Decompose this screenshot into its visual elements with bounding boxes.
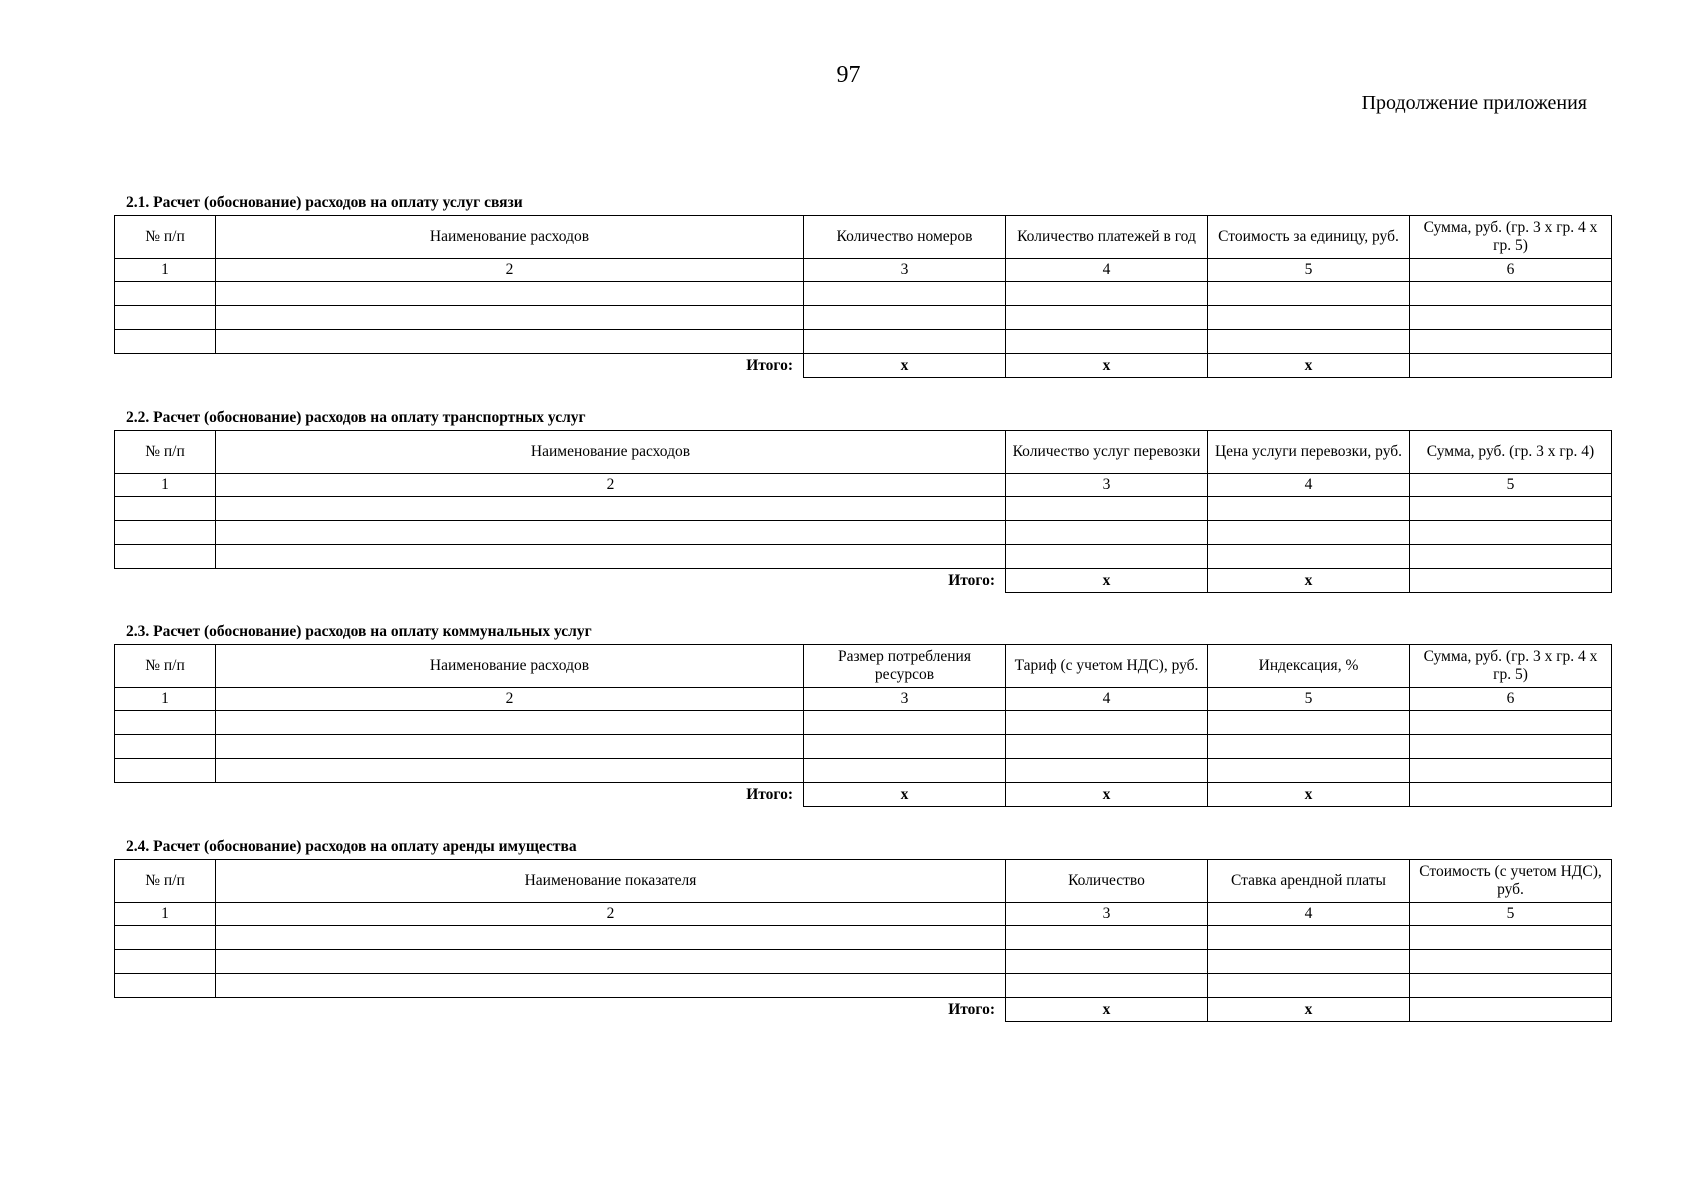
header-cell: Размер потребления ресурсов bbox=[804, 645, 1006, 688]
table-cell[interactable] bbox=[1410, 306, 1612, 330]
header-cell: Количество услуг перевозки bbox=[1006, 431, 1208, 474]
table-cell[interactable] bbox=[1208, 282, 1410, 306]
table-cell[interactable] bbox=[1410, 330, 1612, 354]
x-mark: х bbox=[1208, 569, 1410, 593]
column-number: 5 bbox=[1410, 474, 1612, 497]
column-number-row bbox=[115, 474, 1612, 497]
table-cell[interactable] bbox=[115, 735, 216, 759]
table-row bbox=[115, 497, 1612, 521]
section-title: 2.4. Расчет (обоснование) расходов на оплату аренды имущества bbox=[126, 838, 577, 855]
header-cell: Стоимость за единицу, руб. bbox=[1208, 216, 1410, 259]
header-cell: Наименование расходов bbox=[216, 216, 804, 259]
total-label: Итого: bbox=[115, 569, 1006, 593]
header-cell: Ставка арендной платы bbox=[1208, 860, 1410, 903]
table-row bbox=[115, 545, 1612, 569]
table-cell[interactable] bbox=[216, 497, 1006, 521]
x-mark: х bbox=[1208, 354, 1410, 378]
table-cell[interactable] bbox=[1006, 497, 1208, 521]
table-row bbox=[115, 974, 1612, 998]
total-sum-cell[interactable] bbox=[1410, 354, 1612, 378]
table-row bbox=[115, 306, 1612, 330]
table-cell[interactable] bbox=[216, 926, 1006, 950]
table-cell[interactable] bbox=[115, 330, 216, 354]
table-cell[interactable] bbox=[1006, 735, 1208, 759]
header-cell: Количество bbox=[1006, 860, 1208, 903]
table-row bbox=[115, 330, 1612, 354]
table-row bbox=[115, 282, 1612, 306]
header-cell: Индексация, % bbox=[1208, 645, 1410, 688]
table-cell[interactable] bbox=[115, 759, 216, 783]
header-cell: Наименование расходов bbox=[216, 431, 1006, 474]
table-cell[interactable] bbox=[216, 735, 804, 759]
table-cell[interactable] bbox=[1410, 950, 1612, 974]
total-sum-cell[interactable] bbox=[1410, 569, 1612, 593]
table-cell[interactable] bbox=[1006, 711, 1208, 735]
table-cell[interactable] bbox=[216, 330, 804, 354]
table-cell[interactable] bbox=[115, 974, 216, 998]
table-cell[interactable] bbox=[1410, 974, 1612, 998]
table-cell[interactable] bbox=[1006, 759, 1208, 783]
header-cell: Сумма, руб. (гр. 3 х гр. 4) bbox=[1410, 431, 1612, 474]
header-cell: № п/п bbox=[115, 216, 216, 259]
table-cell[interactable] bbox=[1208, 974, 1410, 998]
table-cell[interactable] bbox=[216, 950, 1006, 974]
table-cell[interactable] bbox=[115, 711, 216, 735]
page-number: 97 bbox=[836, 62, 861, 88]
section-title: 2.1. Расчет (обоснование) расходов на оплату услуг связи bbox=[126, 194, 523, 211]
table-cell[interactable] bbox=[804, 711, 1006, 735]
total-row bbox=[115, 354, 1612, 378]
table-cell[interactable] bbox=[804, 306, 1006, 330]
column-number: 3 bbox=[804, 259, 1006, 282]
table-cell[interactable] bbox=[1208, 545, 1410, 569]
header-row bbox=[115, 645, 1612, 688]
column-number-row bbox=[115, 259, 1612, 282]
x-mark: х bbox=[1006, 783, 1208, 807]
table-cell[interactable] bbox=[1006, 282, 1208, 306]
column-number: 6 bbox=[1410, 259, 1612, 282]
column-number-row bbox=[115, 688, 1612, 711]
x-mark: х bbox=[1006, 998, 1208, 1022]
total-row bbox=[115, 569, 1612, 593]
table-cell[interactable] bbox=[115, 521, 216, 545]
column-number: 1 bbox=[115, 688, 216, 711]
section-title: 2.3. Расчет (обоснование) расходов на оплату коммунальных услуг bbox=[126, 623, 592, 640]
table-cell[interactable] bbox=[804, 735, 1006, 759]
header-cell: № п/п bbox=[115, 645, 216, 688]
header-cell: № п/п bbox=[115, 860, 216, 903]
table-cell[interactable] bbox=[804, 759, 1006, 783]
column-number: 2 bbox=[216, 474, 1006, 497]
table-cell[interactable] bbox=[1208, 950, 1410, 974]
x-mark: х bbox=[1208, 998, 1410, 1022]
table-row bbox=[115, 759, 1612, 783]
header-row bbox=[115, 860, 1612, 903]
table-cell[interactable] bbox=[1410, 497, 1612, 521]
table-cell[interactable] bbox=[1410, 926, 1612, 950]
table-row bbox=[115, 926, 1612, 950]
x-mark: х bbox=[1006, 354, 1208, 378]
total-label: Итого: bbox=[115, 998, 1006, 1022]
table-cell[interactable] bbox=[1006, 330, 1208, 354]
table-cell[interactable] bbox=[1006, 926, 1208, 950]
table-cell[interactable] bbox=[1006, 545, 1208, 569]
table-cell[interactable] bbox=[115, 926, 216, 950]
header-cell: Наименование расходов bbox=[216, 645, 804, 688]
header-row bbox=[115, 216, 1612, 259]
table-cell[interactable] bbox=[1410, 282, 1612, 306]
table-cell[interactable] bbox=[1410, 711, 1612, 735]
total-label: Итого: bbox=[115, 354, 804, 378]
total-sum-cell[interactable] bbox=[1410, 783, 1612, 807]
table-cell[interactable] bbox=[115, 282, 216, 306]
table-cell[interactable] bbox=[1006, 974, 1208, 998]
column-number: 2 bbox=[216, 903, 1006, 926]
header-cell: Количество платежей в год bbox=[1006, 216, 1208, 259]
table-cell[interactable] bbox=[1208, 306, 1410, 330]
header-cell: № п/п bbox=[115, 431, 216, 474]
table-cell[interactable] bbox=[115, 306, 216, 330]
table-cell[interactable] bbox=[804, 282, 1006, 306]
table-cell[interactable] bbox=[1006, 521, 1208, 545]
table-row bbox=[115, 711, 1612, 735]
section-transport-services bbox=[114, 409, 1611, 593]
column-number: 3 bbox=[1006, 474, 1208, 497]
header-cell: Сумма, руб. (гр. 3 х гр. 4 х гр. 5) bbox=[1410, 216, 1612, 259]
column-number: 3 bbox=[1006, 903, 1208, 926]
transport-expenses-table bbox=[114, 430, 1612, 593]
total-row bbox=[115, 783, 1612, 807]
header-cell: Цена услуги перевозки, руб. bbox=[1208, 431, 1410, 474]
column-number: 5 bbox=[1208, 259, 1410, 282]
section-title: 2.2. Расчет (обоснование) расходов на оплату транспортных услуг bbox=[126, 409, 586, 426]
table-cell[interactable] bbox=[216, 521, 1006, 545]
table-cell[interactable] bbox=[1208, 521, 1410, 545]
x-mark: х bbox=[804, 354, 1006, 378]
table-cell[interactable] bbox=[216, 711, 804, 735]
column-number: 5 bbox=[1208, 688, 1410, 711]
table-row bbox=[115, 735, 1612, 759]
column-number: 4 bbox=[1006, 688, 1208, 711]
table-cell[interactable] bbox=[216, 545, 1006, 569]
table-cell[interactable] bbox=[1006, 950, 1208, 974]
table-cell[interactable] bbox=[216, 759, 804, 783]
header-row bbox=[115, 431, 1612, 474]
column-number: 2 bbox=[216, 688, 804, 711]
continuation-label: Продолжение приложения bbox=[1361, 92, 1587, 114]
column-number: 1 bbox=[115, 259, 216, 282]
column-number: 6 bbox=[1410, 688, 1612, 711]
column-number: 1 bbox=[115, 903, 216, 926]
section-communication-services bbox=[114, 194, 1611, 378]
table-cell[interactable] bbox=[804, 330, 1006, 354]
total-sum-cell[interactable] bbox=[1410, 998, 1612, 1022]
x-mark: х bbox=[1006, 569, 1208, 593]
table-cell[interactable] bbox=[1208, 330, 1410, 354]
column-number: 1 bbox=[115, 474, 216, 497]
table-cell[interactable] bbox=[1208, 926, 1410, 950]
table-cell[interactable] bbox=[1208, 711, 1410, 735]
table-cell[interactable] bbox=[115, 950, 216, 974]
header-cell: Количество номеров bbox=[804, 216, 1006, 259]
table-cell[interactable] bbox=[1208, 497, 1410, 521]
table-cell[interactable] bbox=[1208, 759, 1410, 783]
section-utility-services bbox=[114, 623, 1611, 807]
column-number: 3 bbox=[804, 688, 1006, 711]
column-number: 2 bbox=[216, 259, 804, 282]
table-cell[interactable] bbox=[1410, 735, 1612, 759]
header-cell: Стоимость (с учетом НДС), руб. bbox=[1410, 860, 1612, 903]
column-number-row bbox=[115, 903, 1612, 926]
column-number: 4 bbox=[1208, 474, 1410, 497]
table-row bbox=[115, 521, 1612, 545]
column-number: 5 bbox=[1410, 903, 1612, 926]
utility-expenses-table bbox=[114, 644, 1612, 807]
table-cell[interactable] bbox=[1410, 545, 1612, 569]
table-cell[interactable] bbox=[1006, 306, 1208, 330]
table-cell[interactable] bbox=[1410, 759, 1612, 783]
table-cell[interactable] bbox=[1208, 735, 1410, 759]
header-cell: Сумма, руб. (гр. 3 х гр. 4 х гр. 5) bbox=[1410, 645, 1612, 688]
table-cell[interactable] bbox=[115, 497, 216, 521]
total-label: Итого: bbox=[115, 783, 804, 807]
x-mark: х bbox=[804, 783, 1006, 807]
table-cell[interactable] bbox=[216, 282, 804, 306]
table-cell[interactable] bbox=[216, 306, 804, 330]
property-rent-table bbox=[114, 859, 1612, 1022]
section-property-rent bbox=[114, 838, 1611, 1022]
header-cell: Наименование показателя bbox=[216, 860, 1006, 903]
column-number: 4 bbox=[1006, 259, 1208, 282]
table-cell[interactable] bbox=[216, 974, 1006, 998]
table-cell[interactable] bbox=[1410, 521, 1612, 545]
table-row bbox=[115, 950, 1612, 974]
total-row bbox=[115, 998, 1612, 1022]
column-number: 4 bbox=[1208, 903, 1410, 926]
header-cell: Тариф (с учетом НДС), руб. bbox=[1006, 645, 1208, 688]
table-cell[interactable] bbox=[115, 545, 216, 569]
x-mark: х bbox=[1208, 783, 1410, 807]
communication-expenses-table bbox=[114, 215, 1612, 378]
